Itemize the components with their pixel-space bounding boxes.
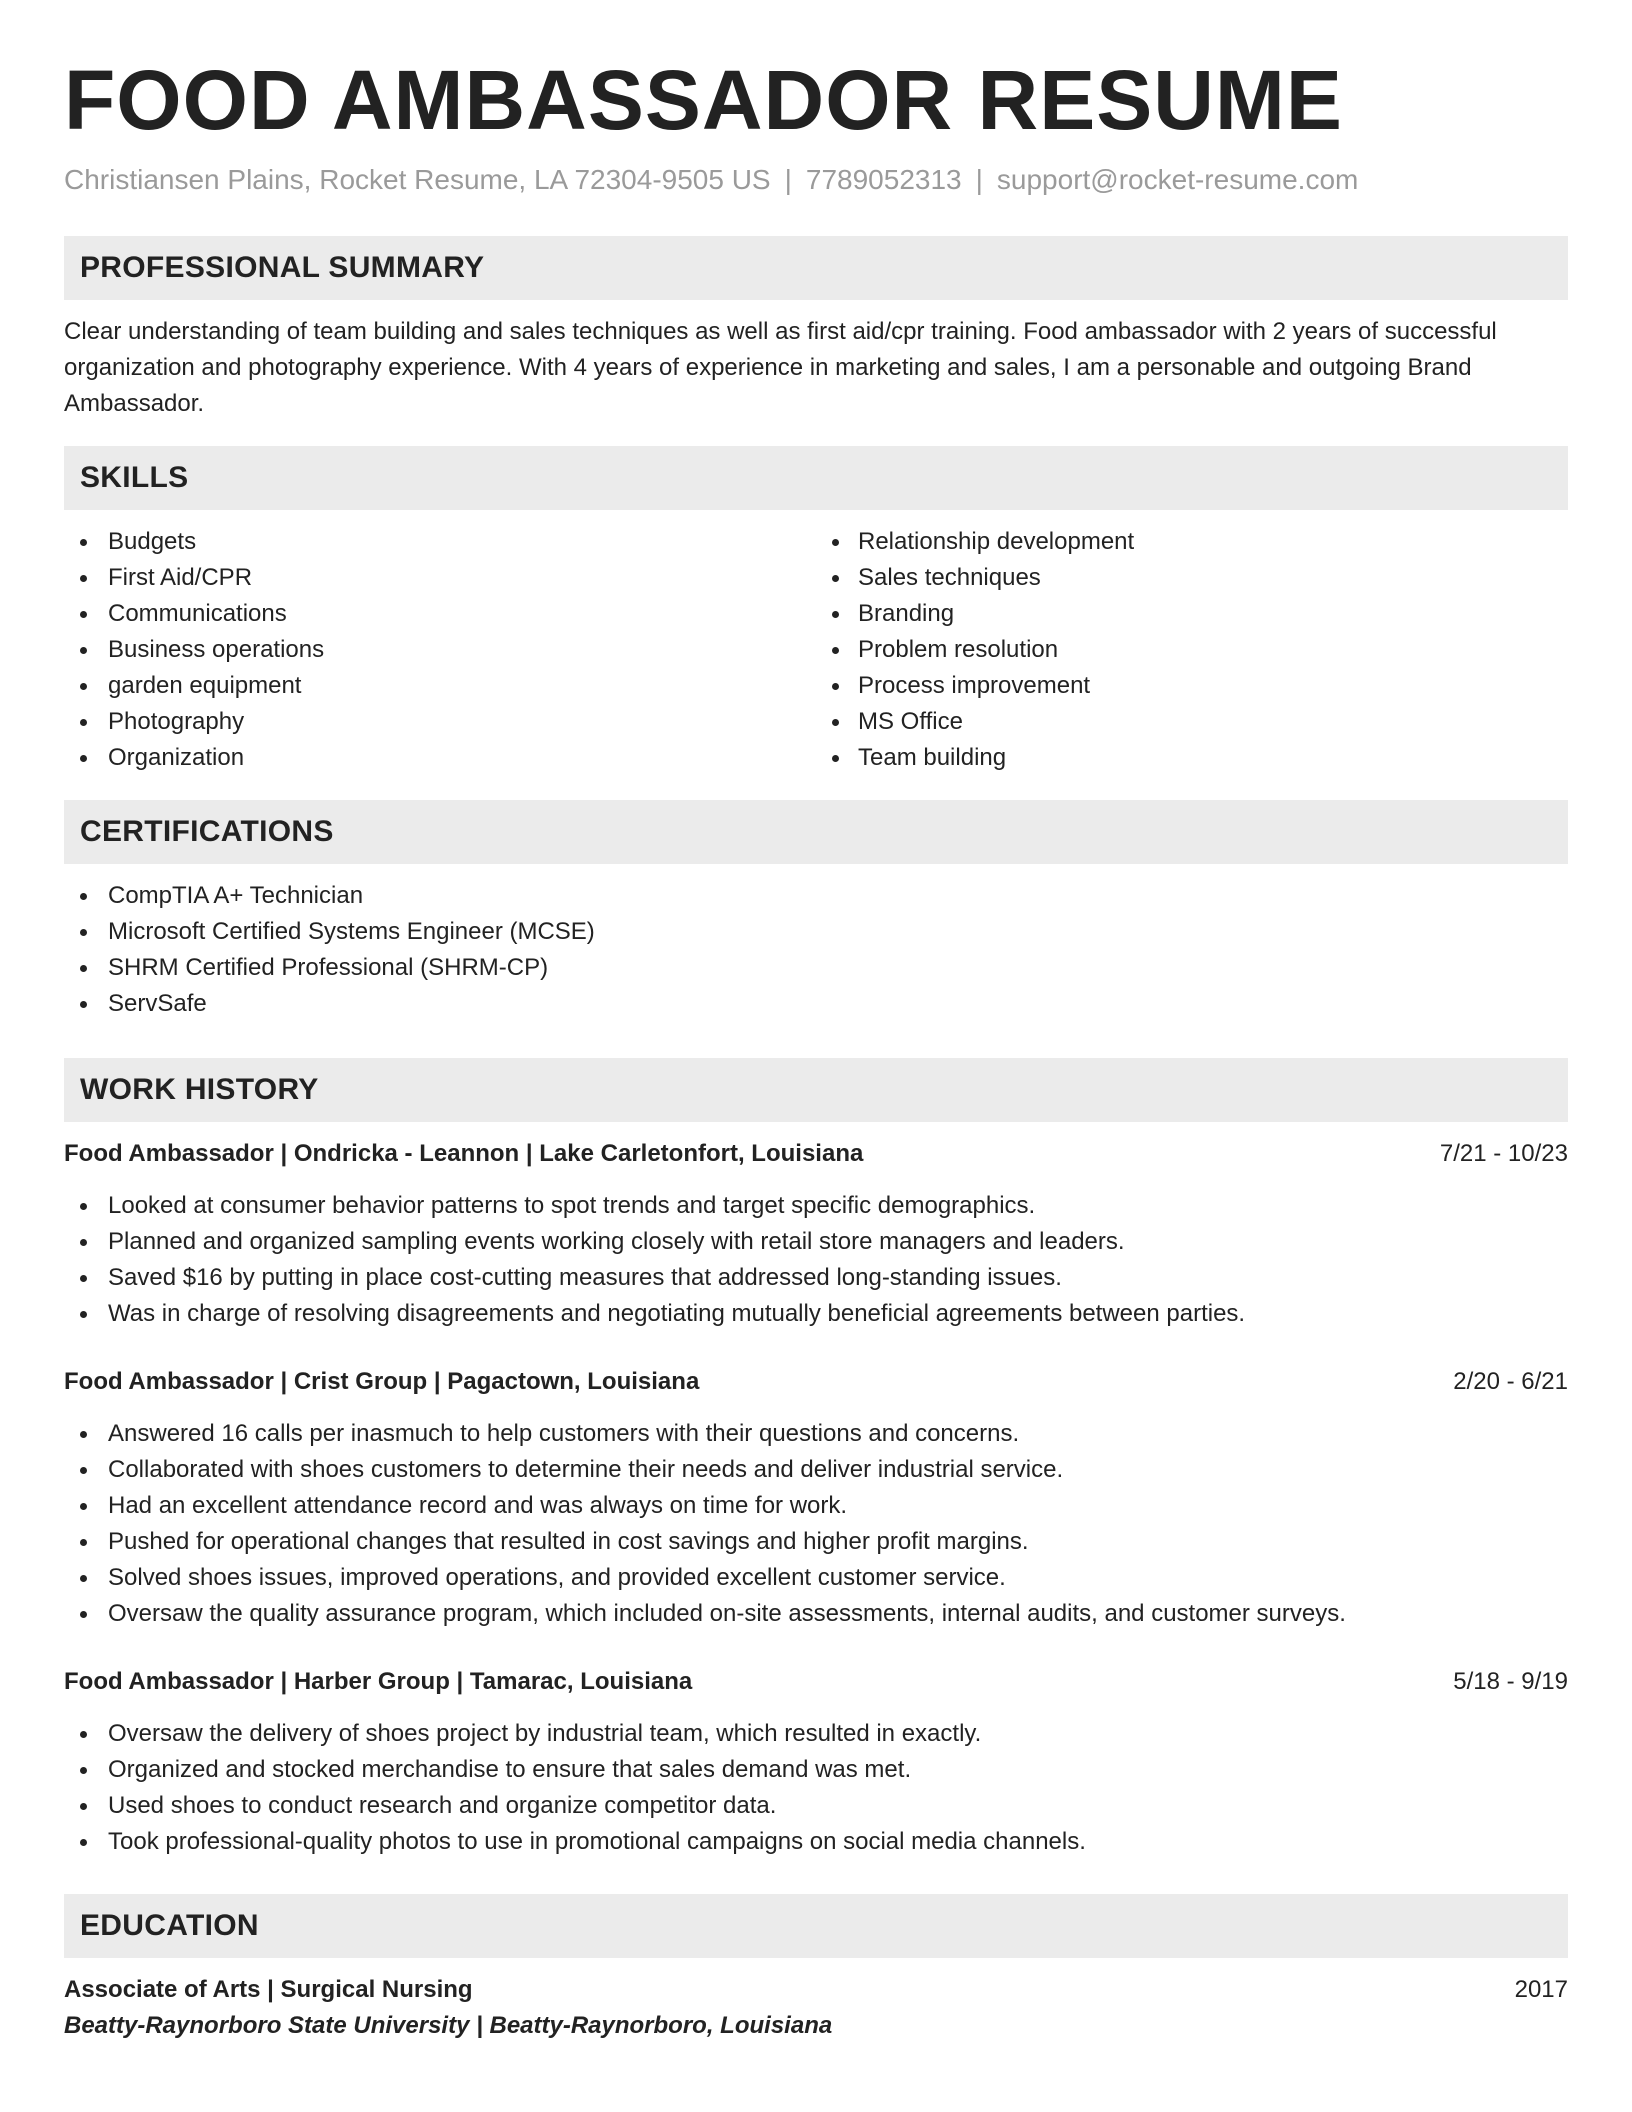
skill-item: Organization xyxy=(64,740,816,776)
section-heading-skills: SKILLS xyxy=(64,446,1568,510)
job-bullet: Pushed for operational changes that resulted in cost savings and higher profit margins. xyxy=(64,1524,1568,1560)
job-bullet: Solved shoes issues, improved operations, and provided excellent customer service. xyxy=(64,1560,1568,1596)
skill-item: Process improvement xyxy=(816,668,1568,704)
skill-item: Team building xyxy=(816,740,1568,776)
skill-item: Budgets xyxy=(64,524,816,560)
skill-item: Relationship development xyxy=(816,524,1568,560)
contact-phone: 7789052313 xyxy=(805,164,962,196)
contact-address: Christiansen Plains, Rocket Resume, LA 72304-9505 US xyxy=(64,164,771,196)
section-heading-certifications: CERTIFICATIONS xyxy=(64,800,1568,864)
job-bullet: Oversaw the quality assurance program, which included on-site assessments, internal audits, and customer surveys. xyxy=(64,1596,1568,1632)
certification-item: SHRM Certified Professional (SHRM-CP) xyxy=(64,950,1568,986)
job-title: Food Ambassador | Ondricka - Leannon | Lake Carletonfort, Louisiana xyxy=(64,1140,864,1168)
job-bullets xyxy=(64,1416,1568,1632)
job-bullet: Looked at consumer behavior patterns to spot trends and target specific demographics. xyxy=(64,1188,1568,1224)
skill-item: garden equipment xyxy=(64,668,816,704)
job-dates: 2/20 - 6/21 xyxy=(1453,1368,1568,1396)
job-dates: 5/18 - 9/19 xyxy=(1453,1668,1568,1696)
job-header xyxy=(64,1664,1568,1700)
job-bullet: Collaborated with shoes customers to determine their needs and deliver industrial service. xyxy=(64,1452,1568,1488)
job-bullet: Saved $16 by putting in place cost-cutting measures that addressed long-standing issues. xyxy=(64,1260,1568,1296)
certification-item: CompTIA A+ Technician xyxy=(64,878,1568,914)
contact-separator: | xyxy=(975,164,983,196)
section-heading-work-history: WORK HISTORY xyxy=(64,1058,1568,1122)
skill-item: Communications xyxy=(64,596,816,632)
section-heading-education: EDUCATION xyxy=(64,1894,1568,1958)
skill-item: Business operations xyxy=(64,632,816,668)
job-title: Food Ambassador | Crist Group | Pagactown, Louisiana xyxy=(64,1368,700,1396)
job-entry xyxy=(64,1664,1568,1860)
job-entry xyxy=(64,1136,1568,1332)
job-bullet: Took professional-quality photos to use in promotional campaigns on social media channels. xyxy=(64,1824,1568,1860)
skill-item: MS Office xyxy=(816,704,1568,740)
skill-item: Photography xyxy=(64,704,816,740)
certification-item: ServSafe xyxy=(64,986,1568,1022)
section-heading-summary: PROFESSIONAL SUMMARY xyxy=(64,236,1568,300)
job-bullets xyxy=(64,1188,1568,1332)
skill-item: Sales techniques xyxy=(816,560,1568,596)
certifications-list xyxy=(64,878,1568,1022)
job-header xyxy=(64,1364,1568,1400)
summary-text: Clear understanding of team building and sales techniques as well as first aid/cpr training. Food ambassador with 2 years of successful organization and photography experience. With 4 years of experience in marketing and sales, I am a personable and outgoing Brand Ambassador. xyxy=(64,318,1497,418)
education-header xyxy=(64,1972,1568,2008)
resume-title: FOOD AMBASSADOR RESUME xyxy=(64,53,1343,147)
skill-item: Problem resolution xyxy=(816,632,1568,668)
job-bullet: Planned and organized sampling events working closely with retail store managers and leaders. xyxy=(64,1224,1568,1260)
education-year: 2017 xyxy=(1514,1976,1568,2004)
job-bullet: Oversaw the delivery of shoes project by industrial team, which resulted in exactly. xyxy=(64,1716,1568,1752)
education-entry xyxy=(64,1972,1568,2044)
job-bullets xyxy=(64,1716,1568,1860)
skills-right-list xyxy=(816,524,1568,776)
job-bullet: Had an excellent attendance record and was always on time for work. xyxy=(64,1488,1568,1524)
contact-line xyxy=(64,164,1568,196)
job-bullet: Organized and stocked merchandise to ensure that sales demand was met. xyxy=(64,1752,1568,1788)
job-bullet: Was in charge of resolving disagreements and negotiating mutually beneficial agreements between parties. xyxy=(64,1296,1568,1332)
skill-item: Branding xyxy=(816,596,1568,632)
job-bullet: Used shoes to conduct research and organize competitor data. xyxy=(64,1788,1568,1824)
certification-item: Microsoft Certified Systems Engineer (MCSE) xyxy=(64,914,1568,950)
contact-email: support@rocket-resume.com xyxy=(996,164,1359,196)
job-dates: 7/21 - 10/23 xyxy=(1439,1140,1568,1168)
contact-separator: | xyxy=(784,164,792,196)
job-entry xyxy=(64,1364,1568,1632)
skills-columns xyxy=(64,524,1568,776)
education-school: Beatty-Raynorboro State University | Beatty-Raynorboro, Louisiana xyxy=(64,2012,833,2040)
skill-item: First Aid/CPR xyxy=(64,560,816,596)
skills-left-list xyxy=(64,524,816,776)
job-header xyxy=(64,1136,1568,1172)
job-bullet: Answered 16 calls per inasmuch to help customers with their questions and concerns. xyxy=(64,1416,1568,1452)
education-degree: Associate of Arts | Surgical Nursing xyxy=(64,1976,473,2004)
job-title: Food Ambassador | Harber Group | Tamarac, Louisiana xyxy=(64,1668,693,1696)
